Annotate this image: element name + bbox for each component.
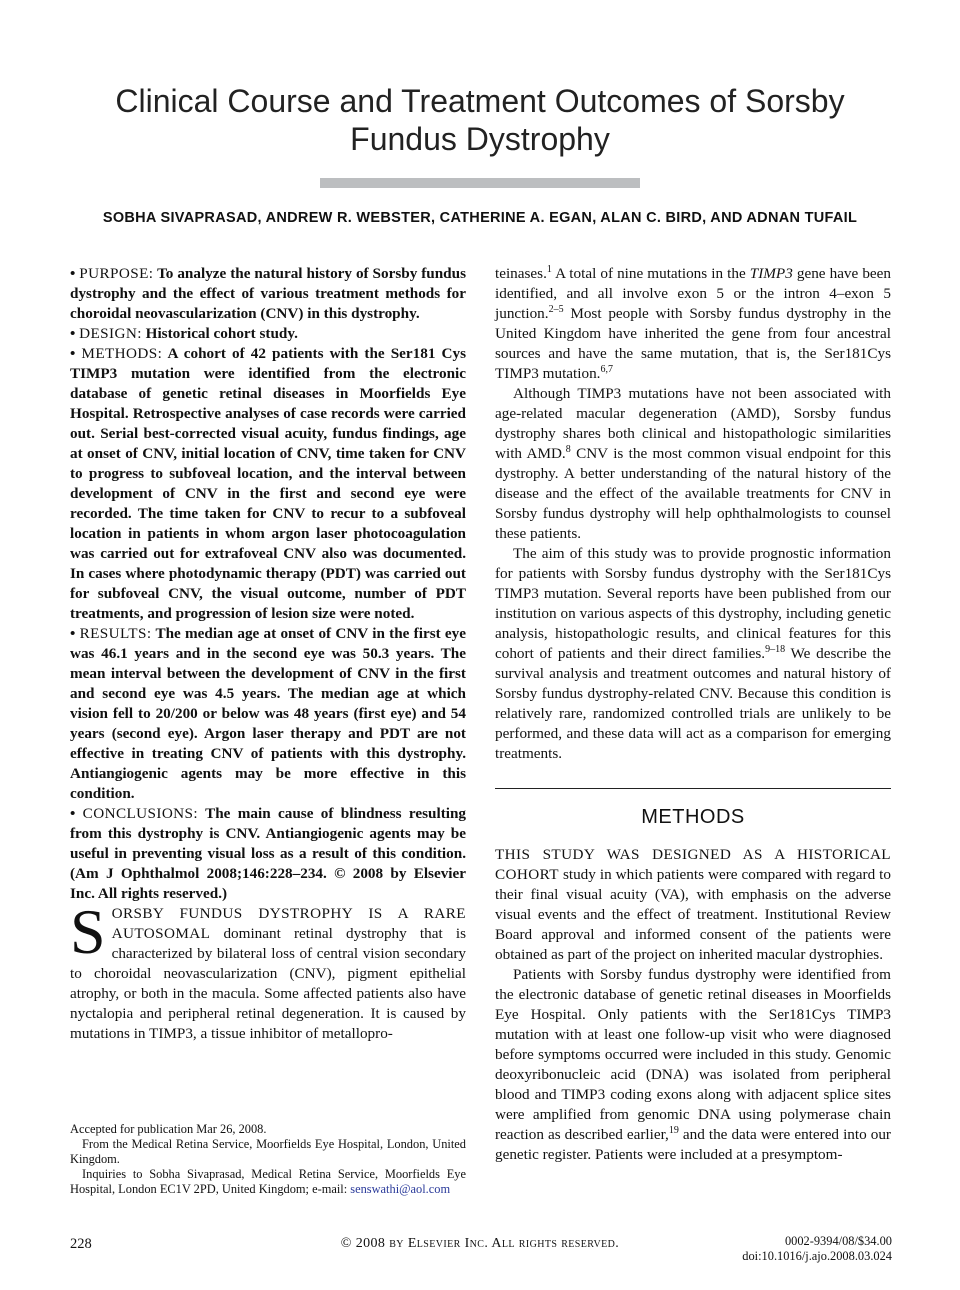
design-text: Historical cohort study. bbox=[145, 325, 298, 342]
bullet: • bbox=[70, 265, 76, 282]
reference-link[interactable]: 1 bbox=[546, 264, 552, 275]
intro-paragraph-3 bbox=[495, 544, 891, 764]
text: The aim of this study was to provide prognostic information for patients with Sorsby fundus dystrophy with the Ser181Cys TIMP3 mutation. Several reports have been published from our institution on various aspects of this dystrophy, including genetic analysis, histopathologic results, and clinical features for this cohort of patients and their direct families. bbox=[495, 545, 891, 662]
abstract-design bbox=[70, 324, 466, 344]
reference-link[interactable]: 19 bbox=[668, 1125, 679, 1136]
drop-cap: S bbox=[70, 896, 106, 967]
reference-link[interactable]: 2–5 bbox=[548, 304, 564, 315]
methods-smallcaps-lead: THIS STUDY WAS DESIGNED AS A HISTORICAL COHORT bbox=[495, 846, 891, 883]
purpose-label: PURPOSE: bbox=[79, 265, 154, 282]
intro-text-left: dominant retinal dystrophy that is characterized by bilateral loss of central vision secondary to choroidal neovascularization (CNV), pigment epithelial atrophy, or both in the macula. Some affected patients also have nyctalopia and peripheral retinal degeneration. It is caused by mutations in TIMP3, a tissue inhibitor of metallopro- bbox=[70, 925, 466, 1042]
text: study in which patients were compared with regard to their final visual acuity (VA), with emphasis on the adverse visual events and the effect of treatment. Institutional Review Board approval and informed consent of the patients were obtained as part of the project on inherited macular dystrophies. bbox=[495, 866, 891, 963]
methods-text: A cohort of 42 patients with the Ser181 Cys TIMP3 mutation were identified from the electronic database of genetic retinal diseases in Moorfields Eye Hospital. Retrospective analyses of case records were carried out. Serial best-corrected visual acuity, fundus findings, age at onset of CNV, initial location of CNV, time taken for CNV to progress to subfoveal location, and the interval between development of CNV in the first and second eye were recorded. The time taken for CNV to recur to a subfoveal location in patients in whom argon laser photocoagulation was carried out for extrafoveal CNV also was documented. In cases where photodynamic therapy (PDT) was carried out for subfoveal CNV, the visual outcome, number of PDT treatments, and progression of lesion size were noted. bbox=[70, 345, 467, 622]
reference-link[interactable]: 6,7 bbox=[600, 364, 613, 375]
footnote-affiliation: From the Medical Retina Service, Moorfields Eye Hospital, London, United Kingdom. bbox=[70, 1137, 466, 1166]
methods-label: METHODS: bbox=[81, 345, 163, 362]
text: Most people with Sorsby fundus dystrophy in the United Kingdom have inherited the gene from four ancestral sources and have the same mutation, that is, the Ser181Cys TIMP3 mutation. bbox=[495, 305, 891, 382]
abstract-methods bbox=[70, 344, 466, 624]
bullet: • bbox=[70, 325, 76, 342]
doi: doi:10.1016/j.ajo.2008.03.024 bbox=[742, 1249, 892, 1263]
abstract-purpose bbox=[70, 264, 466, 324]
purpose-text: To analyze the natural history of Sorsby fundus dystrophy and the effect of various treatment methods for choroidal neovascularization (CNV) in this dystrophy. bbox=[70, 265, 466, 322]
left-column bbox=[70, 264, 466, 1044]
bullet: • bbox=[70, 805, 76, 822]
text: We describe the survival analysis and treatment outcomes and natural history of Sorsby fundus dystrophy-related CNV. Because this condition is relatively rare, randomized controlled trials are unlikely to be performed, and these data will act as a comparison for emerging treatments. bbox=[495, 645, 891, 762]
reference-link[interactable]: 9–18 bbox=[765, 644, 786, 655]
methods-paragraph-1 bbox=[495, 845, 891, 965]
text: and the data were entered into our genetic register. Patients were included at a presymptom- bbox=[495, 1126, 891, 1163]
title-divider-bar bbox=[320, 178, 640, 188]
abstract-results bbox=[70, 624, 466, 804]
text: teinases. bbox=[495, 265, 547, 282]
results-text: The median age at onset of CNV in the first eye was 46.1 years and in the second eye was 50.3 years. The mean interval between the development of CNV in the first and second eye was 4.5 years. The median age at which vision fell to 20/200 or below was 48 years (first eye) and 54 years (second eye). Argon laser therapy and PDT are not effective in treating CNV of patients with this dystrophy. Antiangiogenic agents may be more effective in this condition. bbox=[70, 625, 467, 802]
results-label: RESULTS: bbox=[79, 625, 152, 642]
design-label: DESIGN: bbox=[79, 325, 142, 342]
page-number: 228 bbox=[70, 1236, 92, 1252]
text: gene have been identified, and all involve exon 5 or the intron 4–exon 5 junction. bbox=[495, 265, 892, 322]
bullet: • bbox=[70, 345, 76, 362]
email-link[interactable]: senswathi@aol.com bbox=[350, 1182, 451, 1196]
intro-smallcaps-lead: ORSBY FUNDUS DYSTROPHY IS A RARE AUTOSOMAL bbox=[111, 905, 466, 942]
section-divider bbox=[495, 788, 891, 789]
conclusions-text: The main cause of blindness resulting from this dystrophy is CNV. Antiangiogenic agents may be useful in preventing visual loss as a result of this condition. bbox=[70, 805, 467, 862]
copyright-notice: © 2008 by Elsevier Inc. All rights reserved. bbox=[340, 1236, 620, 1251]
intro-paragraph-2 bbox=[495, 384, 891, 544]
bullet: • bbox=[70, 625, 76, 642]
citation: (Am J Ophthalmol 2008;146:228–234. © 2008 by Elsevier Inc. All rights reserved.) bbox=[70, 865, 466, 902]
intro-paragraph bbox=[70, 896, 466, 1044]
methods-heading: METHODS bbox=[641, 806, 745, 828]
footnote-accepted: Accepted for publication Mar 26, 2008. bbox=[70, 1122, 267, 1136]
conclusions-label: CONCLUSIONS: bbox=[82, 805, 199, 822]
publication-ids bbox=[742, 1234, 892, 1264]
gene-name: TIMP3 bbox=[749, 265, 793, 282]
abstract-conclusions bbox=[70, 804, 466, 904]
reference-link[interactable]: 8 bbox=[565, 444, 571, 455]
structured-abstract bbox=[70, 264, 466, 904]
footnote-inquiries bbox=[70, 1167, 466, 1197]
intro-continuation bbox=[495, 264, 891, 384]
text: CNV is the most common visual endpoint for this dystrophy. A better understanding of the natural history of the disease and the effect of the available treatments for CNV in Sorsby fundus dystrophy will help ophthalmologists to counsel these patients. bbox=[495, 445, 891, 542]
text: A total of nine mutations in the bbox=[551, 265, 750, 282]
methods-paragraph-2 bbox=[495, 965, 891, 1165]
text: Patients with Sorsby fundus dystrophy were identified from the electronic database of genetic retinal diseases in Moorfields Eye Hospital. Only patients with the Ser181Cys TIMP3 mutation with at least one follow-up visit who were diagnosed before symptoms occurred were included in this study. Genomic deoxyribonucleic acid (DNA) was isolated from peripheral blood and TIMP3 coding exons along with adjacent splice sites were amplified from genomic DNA using polymerase chain reaction as described earlier, bbox=[495, 966, 891, 1143]
article-title: Clinical Course and Treatment Outcomes of Sorsby Fundus Dystrophy bbox=[115, 83, 845, 157]
issn: 0002-9394/08/$34.00 bbox=[784, 1234, 892, 1248]
text: Although TIMP3 mutations have not been associated with age-related macular degeneration (AMD), Sorsby fundus dystrophy shares both clinical and histopathologic similarities with AMD. bbox=[495, 385, 891, 462]
author-list: SOBHA SIVAPRASAD, ANDREW R. WEBSTER, CATHERINE A. EGAN, ALAN C. BIRD, AND ADNAN TUFAIL bbox=[102, 210, 858, 226]
article-footnotes bbox=[70, 1122, 466, 1197]
inquiries-text: Inquiries to Sobha Sivaprasad, Medical Retina Service, Moorfields Eye Hospital, London EC1V 2PD, United Kingdom; e-mail: bbox=[70, 1167, 466, 1196]
right-column bbox=[495, 264, 891, 1165]
